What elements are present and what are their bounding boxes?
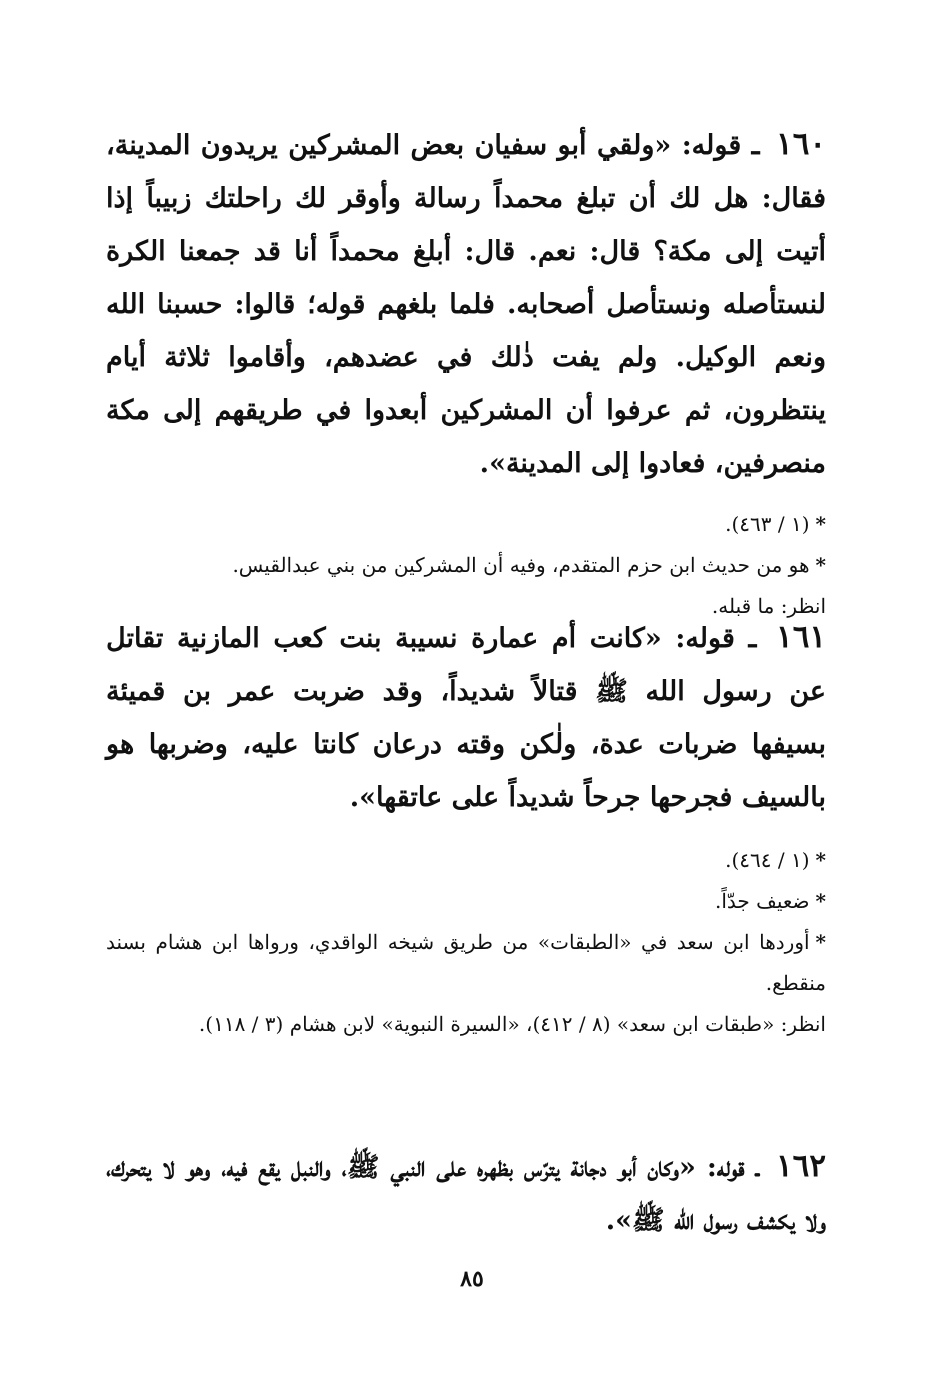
star-marker: * bbox=[815, 889, 826, 913]
note-reference: *(١ / ٤٦٤). bbox=[725, 848, 826, 872]
entry-162 bbox=[106, 1140, 826, 1247]
note-grading: *هو من حديث ابن حزم المتقدم، وفيه أن المشركين من بني عبدالقيس. bbox=[232, 553, 826, 577]
entry-number: ١٦٢ bbox=[776, 1148, 826, 1184]
note-source: *أوردها ابن سعد في «الطبقات» من طريق شيخه الواقدي، ورواها ابن هشام بسند منقطع. bbox=[106, 930, 826, 995]
note-see-also: انظر: ما قبله. bbox=[711, 594, 826, 618]
entry-text bbox=[106, 1140, 826, 1247]
page-number: ٨٥ bbox=[460, 1266, 484, 1292]
entry-notes bbox=[106, 840, 826, 1045]
entry-body: ـ قوله: «كانت أم عمارة نسيبة بنت كعب المازنية تقاتل عن رسول الله ﷺ قتالاً شديداً، وقد ضربت عمر بن قميئة بسيفها ضربات عدة، ولٰكن وقته درعان كانتا عليه، وضربها هو بالسيف فجرحها جرحاً شديداً على عاتقها». bbox=[106, 623, 826, 813]
note-grading: *ضعيف جدّاً. bbox=[715, 889, 826, 913]
entry-161 bbox=[106, 611, 826, 1045]
star-marker: * bbox=[815, 848, 826, 872]
star-marker: * bbox=[815, 553, 826, 577]
entry-body: ـ قوله: «وكان أبو دجانة يترّس بظهره على النبي ﷺ، والنبل يقع فيه، وهو لا يتحرك، ولا يكشف رسول الله ﷺ». bbox=[106, 1152, 826, 1236]
entry-body: ـ قوله: «ولقي أبو سفيان بعض المشركين يريدون المدينة، فقال: هل لك أن تبلغ محمداً رسالة وأوقر لك راحلتك زبيباً إذا أتيت إلى مكة؟ قال: نعم. قال: أبلغ محمداً أنا قد جمعنا الكرة لنستأصله ونستأصل أصحابه. فلما بلغهم قوله؛ قالوا: حسبنا الله ونعم الوكيل. ولم يفت ذٰلك في عضدهم، وأقاموا ثلاثة أيام ينتظرون، ثم عرفوا أن المشركين أبعدوا في طريقهم إلى مكة منصرفين، فعادوا إلى المدينة». bbox=[106, 130, 826, 479]
star-marker: * bbox=[815, 512, 826, 536]
entry-number: ١٦١ bbox=[776, 619, 826, 655]
entry-text bbox=[106, 611, 826, 824]
entry-number: ١٦٠ bbox=[776, 126, 826, 162]
entry-160 bbox=[106, 118, 826, 627]
star-marker: * bbox=[815, 930, 826, 954]
entry-text bbox=[106, 118, 826, 490]
note-see-also: انظر: «طبقات ابن سعد» (٨ / ٤١٢)، «السيرة النبوية» لابن هشام (٣ / ١١٨). bbox=[198, 1012, 826, 1036]
note-reference: *(١ / ٤٦٣). bbox=[725, 512, 826, 536]
entry-notes bbox=[106, 504, 826, 627]
